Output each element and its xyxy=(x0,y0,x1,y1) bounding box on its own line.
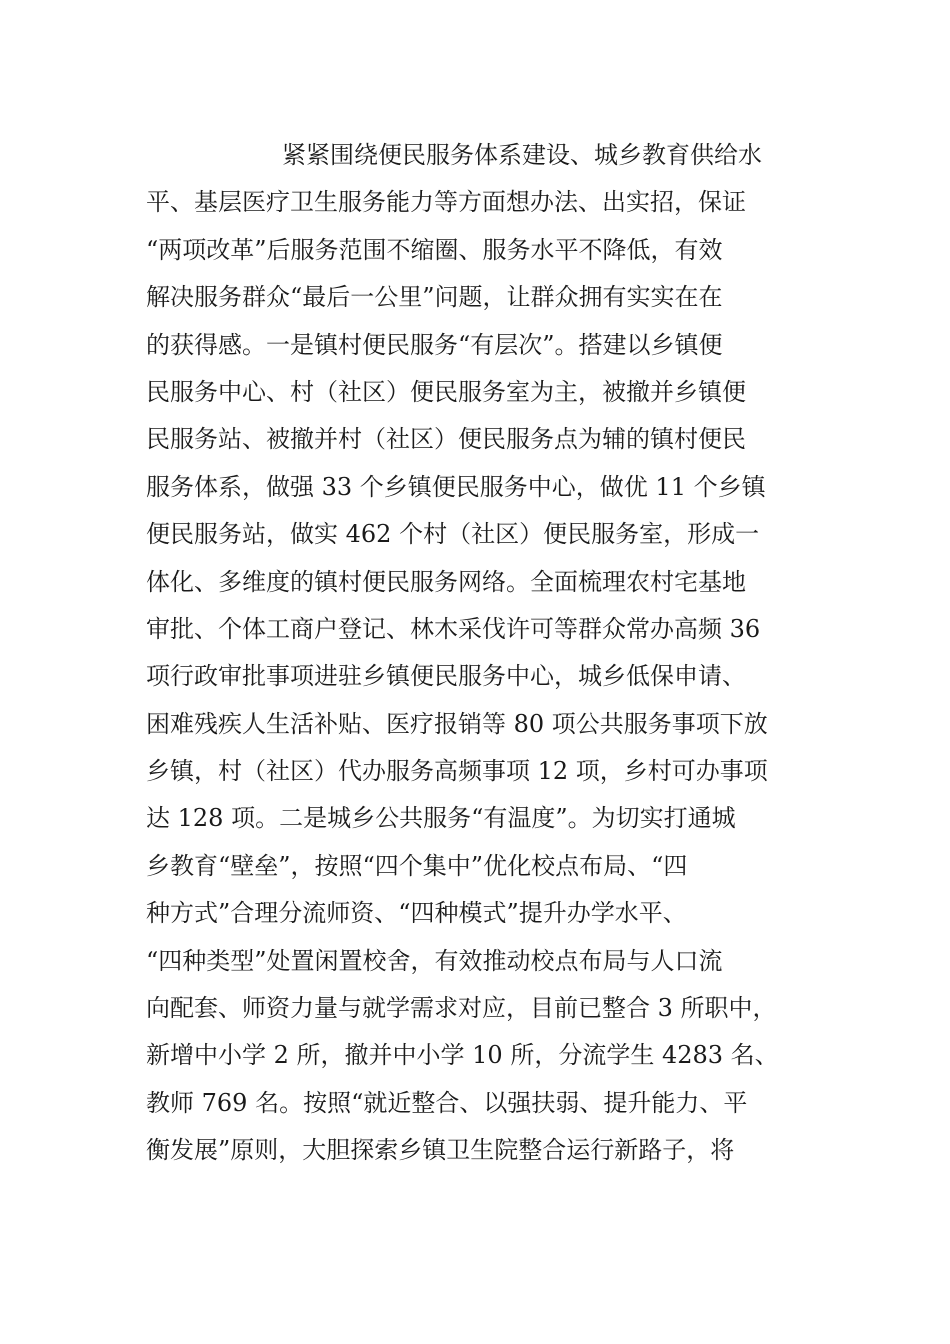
text-line: 向配套、师资力量与就学需求对应，目前已整合 3 所职中， xyxy=(146,994,777,1023)
text-line: 的获得感。一是镇村便民服务“有层次”。搭建以乡镇便 xyxy=(146,330,723,359)
text-line: 审批、个体工商户登记、林木采伐许可等群众常办高频 36 xyxy=(146,614,761,643)
text-line: “两项改革”后服务范围不缩圈、服务水平不降低，有效 xyxy=(146,235,723,264)
text-line: 平、基层医疗卫生服务能力等方面想办法、出实招，保证 xyxy=(146,188,746,217)
text-line: 衡发展”原则，大胆探索乡镇卫生院整合运行新路子，将 xyxy=(146,1136,735,1165)
text-line: 紧紧围绕便民服务体系建设、城乡教育供给水 xyxy=(282,141,762,169)
text-line: 达 128 项。二是城乡公共服务“有温度”。为切实打通城 xyxy=(146,804,736,833)
text-line: 体化、多维度的镇村便民服务网络。全面梳理农村宅基地 xyxy=(146,567,746,596)
text-line: 民服务中心、村（社区）便民服务室为主，被撤并乡镇便 xyxy=(146,377,746,406)
body-paragraph xyxy=(146,132,826,1175)
text-line: 教师 769 名。按照“就近整合、以强扶弱、提升能力、平 xyxy=(146,1088,748,1117)
text-line: 乡镇，村（社区）代办服务高频事项 12 项，乡村可办事项 xyxy=(146,757,768,786)
text-line: “四种类型”处置闲置校舍，有效推动校点布局与人口流 xyxy=(146,946,723,975)
text-line: 解决服务群众“最后一公里”问题，让群众拥有实实在在 xyxy=(146,283,723,312)
text-line: 便民服务站，做实 462 个村（社区）便民服务室，形成一 xyxy=(146,520,760,549)
text-line: 项行政审批事项进驻乡镇便民服务中心，城乡低保申请、 xyxy=(146,662,746,691)
text-line: 新增中小学 2 所，撤并中小学 10 所，分流学生 4283 名、 xyxy=(146,1041,779,1070)
text-line: 服务体系，做强 33 个乡镇便民服务中心，做优 11 个乡镇 xyxy=(146,472,766,501)
text-line: 困难残疾人生活补贴、医疗报销等 80 项公共服务事项下放 xyxy=(146,709,768,738)
text-line: 种方式”合理分流师资、“四种模式”提升办学水平、 xyxy=(146,899,687,928)
text-line: 乡教育“壁垒”，按照“四个集中”优化校点布局、“四 xyxy=(146,851,688,880)
text-line: 民服务站、被撤并村（社区）便民服务点为辅的镇村便民 xyxy=(146,425,746,454)
